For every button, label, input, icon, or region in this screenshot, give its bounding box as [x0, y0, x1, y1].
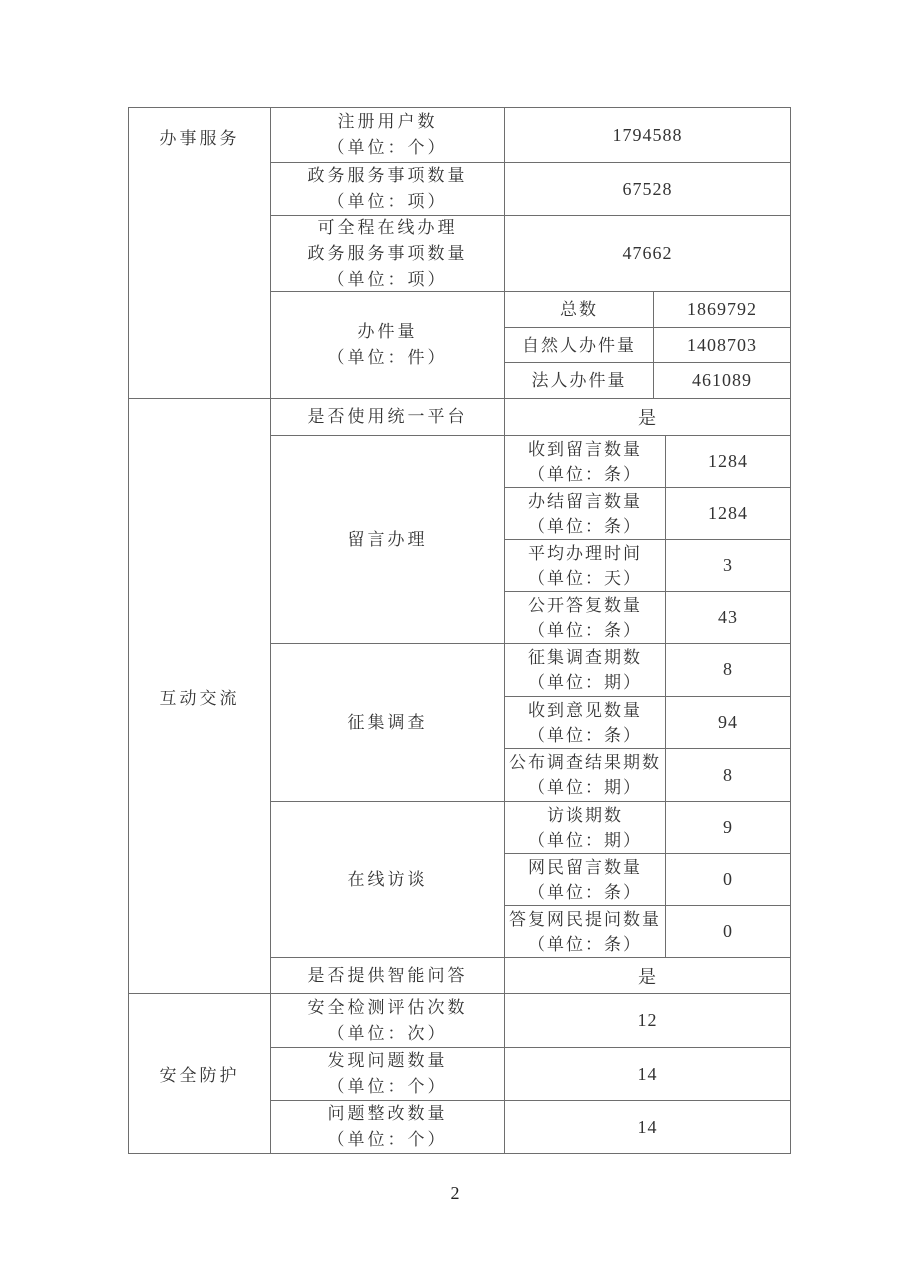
sub-label: [505, 488, 666, 539]
sub-unit-line: （单位：期）: [528, 672, 642, 692]
sub-label: [505, 363, 654, 398]
sub-label: [505, 644, 666, 696]
item-label: [271, 163, 505, 215]
item-value: 14: [637, 1063, 658, 1084]
sub-unit-line: （单位：条）: [528, 882, 642, 902]
section-rows: [271, 399, 790, 993]
section-rows: [271, 994, 790, 1153]
sub-label: [505, 436, 666, 487]
table-row-service-items: [271, 162, 790, 215]
statistics-table: [128, 107, 791, 1154]
value-area: [505, 292, 790, 398]
table-row-security-assessments: [271, 994, 790, 1047]
sub-label: [505, 328, 654, 363]
sub-value: 1869792: [687, 298, 757, 319]
sub-label: [505, 854, 666, 905]
table-row-survey: [271, 643, 790, 801]
item-label: [271, 399, 505, 435]
value-area: [505, 1101, 790, 1153]
item-value: 47662: [622, 243, 673, 263]
item-label: [271, 958, 505, 993]
table-row-message-handling: [271, 435, 790, 643]
sub-label-line: 总数: [560, 299, 598, 319]
sub-label: [505, 540, 666, 591]
sub-label: [505, 592, 666, 643]
page-number: 2: [450, 1183, 460, 1203]
sub-label-line: 自然人办件量: [522, 335, 636, 355]
item-label-line: 问题整改数量: [327, 1104, 448, 1123]
item-label-line: 是否使用统一平台: [307, 407, 468, 426]
item-unit-line: （单位：个）: [327, 1130, 448, 1149]
table-row-smart-qa: [271, 957, 790, 993]
item-unit-line: （单位：个）: [327, 138, 448, 157]
sub-value: 8: [723, 764, 733, 785]
item-label: [271, 108, 505, 162]
item-label-line: 政务服务事项数量: [307, 166, 468, 185]
sub-value: 461089: [692, 370, 752, 391]
section-security: [129, 993, 790, 1153]
sub-row-average-handling-time: [505, 539, 790, 591]
sub-label-line: 平均办理时间: [528, 543, 642, 563]
item-label-line: 政务服务事项数量: [307, 243, 468, 263]
item-label-line: 在线访谈: [347, 869, 428, 889]
item-unit-line: （单位：件）: [327, 348, 448, 367]
item-label-line: 安全检测评估次数: [307, 997, 468, 1017]
sub-value: 43: [718, 607, 738, 627]
sub-row-messages-resolved: [505, 487, 790, 539]
sub-label-line: 法人办件量: [531, 371, 627, 391]
sub-unit-line: （单位：期）: [528, 830, 642, 850]
sub-label-line: 公开答复数量: [528, 595, 642, 615]
item-label-line: 可全程在线办理: [317, 217, 458, 237]
sub-value: 1284: [708, 503, 748, 523]
item-label: [271, 1101, 505, 1153]
sub-label-line: 访谈期数: [547, 805, 623, 825]
table-row-unified-platform: [271, 399, 790, 435]
sub-value: 8: [723, 659, 733, 680]
sub-label: [505, 749, 666, 801]
item-label: [271, 644, 505, 801]
sub-label-line: 答复网民提问数量: [509, 909, 661, 929]
item-label: [271, 216, 505, 291]
value-area: [505, 436, 790, 643]
sub-row-results-published: [505, 748, 790, 801]
sub-label-line: 征集调查期数: [528, 647, 642, 667]
sub-row-interview-periods: [505, 802, 790, 853]
sub-value: 0: [723, 869, 733, 889]
item-label: [271, 802, 505, 957]
item-unit-line: （单位：个）: [327, 1077, 448, 1096]
sub-label-line: 办结留言数量: [528, 491, 642, 511]
category-cell-security: [129, 994, 271, 1153]
sub-value: 1284: [708, 451, 748, 471]
item-label-line: 注册用户数: [337, 112, 438, 131]
sub-label-line: 收到意见数量: [528, 700, 642, 720]
sub-value: 0: [723, 921, 733, 941]
sub-label: [505, 697, 666, 749]
sub-label: [505, 802, 666, 853]
table-row-registered-users: [271, 108, 790, 162]
sub-row-opinions-received: [505, 696, 790, 749]
item-label-line: 发现问题数量: [327, 1051, 448, 1070]
sub-row-netizen-messages: [505, 853, 790, 905]
table-row-problems-found: [271, 1047, 790, 1100]
table-row-cases-handled: [271, 291, 790, 398]
section-service: [129, 108, 790, 398]
sub-row-natural-person: [505, 327, 790, 363]
value-area: [505, 958, 790, 993]
sub-label-line: 收到留言数量: [528, 439, 642, 459]
sub-row-public-replies: [505, 591, 790, 643]
value-area: [505, 216, 790, 291]
table-row-problems-rectified: [271, 1100, 790, 1153]
sub-label: [505, 292, 654, 327]
sub-unit-line: （单位：条）: [528, 620, 642, 640]
sub-value: 94: [718, 712, 738, 732]
value-area: [505, 1048, 790, 1100]
sub-value: 9: [723, 817, 733, 837]
item-label: [271, 1048, 505, 1100]
sub-value: 1408703: [687, 334, 757, 355]
table-row-online-interview: [271, 801, 790, 957]
sub-label-line: 公布调查结果期数: [509, 753, 661, 773]
sub-unit-line: （单位：期）: [528, 778, 642, 798]
value-area: [505, 108, 790, 162]
item-label-line: 办件量: [357, 322, 418, 341]
category-label: 互动交流: [159, 688, 240, 708]
section-interaction: [129, 398, 790, 993]
category-cell-interaction: [129, 399, 271, 993]
value-area: [505, 802, 790, 957]
item-unit-line: （单位：项）: [327, 192, 448, 211]
item-value: 67528: [622, 178, 673, 199]
item-label-line: 留言办理: [347, 529, 428, 549]
sub-row-messages-received: [505, 436, 790, 487]
item-value: 1794588: [612, 124, 683, 145]
sub-value: 3: [723, 555, 733, 575]
item-unit-line: （单位：次）: [327, 1023, 448, 1043]
sub-unit-line: （单位：条）: [528, 725, 642, 745]
sub-row-legal-person: [505, 362, 790, 398]
sub-row-survey-periods: [505, 644, 790, 696]
item-label-line: 是否提供智能问答: [307, 965, 468, 985]
item-unit-line: （单位：项）: [327, 269, 448, 289]
item-label: [271, 292, 505, 398]
item-label: [271, 994, 505, 1047]
sub-label-line: 网民留言数量: [528, 857, 642, 877]
value-area: [505, 399, 790, 435]
item-label-line: 征集调查: [347, 712, 428, 732]
item-value: 是: [638, 408, 657, 428]
value-area: [505, 644, 790, 801]
value-area: [505, 994, 790, 1047]
sub-unit-line: （单位：条）: [528, 516, 642, 536]
category-cell-service: [129, 108, 271, 398]
category-label: 安全防护: [159, 1066, 240, 1085]
value-area: [505, 163, 790, 215]
item-value: 12: [637, 1010, 658, 1030]
category-label: 办事服务: [159, 129, 240, 148]
sub-row-questions-answered: [505, 905, 790, 957]
sub-row-total: [505, 292, 790, 327]
table-row-online-service-items: [271, 215, 790, 291]
sub-unit-line: （单位：条）: [528, 464, 642, 484]
item-value: 是: [638, 966, 657, 987]
sub-unit-line: （单位：条）: [528, 934, 642, 954]
item-value: 14: [637, 1116, 658, 1137]
sub-unit-line: （单位：天）: [528, 568, 642, 588]
item-label: [271, 436, 505, 643]
sub-label: [505, 906, 666, 957]
section-rows: [271, 108, 790, 398]
